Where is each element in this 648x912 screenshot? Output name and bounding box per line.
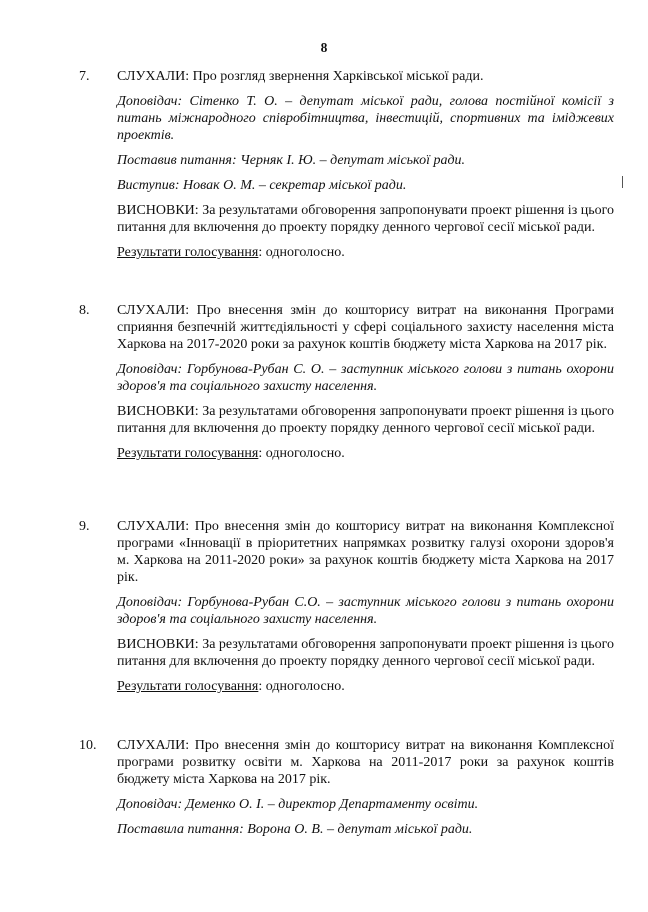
vote-label: Результати голосування (117, 679, 259, 694)
vote-label: Результати голосування (117, 446, 259, 461)
vote-result: : одноголосно. (258, 245, 345, 260)
heard-paragraph: СЛУХАЛИ: Про розгляд звернення Харківської міської ради. (117, 69, 484, 84)
speaker-paragraph: Доповідач: Сітенко Т. О. – депутат міської ради, голова постійної комісії з питань міжнародного співробітництва, інвестицій, спортивних та іміджевих проектів. (117, 94, 614, 143)
heard-paragraph: СЛУХАЛИ: Про внесення змін до кошторису витрат на виконання Комплексної програми розвитку освіти м. Харкова на 2011-2017 роки за рахунок коштів бюджету міста Харкова на 2017 рік. (117, 738, 614, 787)
speaker-paragraph: Доповідач: Деменко О. І. – директор Департаменту освіти. (117, 797, 479, 812)
agenda-item-8 (79, 302, 614, 462)
vote-label: Результати голосування (117, 245, 259, 260)
vote-result: : одноголосно. (258, 679, 345, 694)
raised-by-paragraph: Поставила питання: Ворона О. В. – депутат міської ради. (117, 822, 473, 837)
agenda-item-9 (79, 518, 614, 695)
raised-by-paragraph: Поставив питання: Черняк І. Ю. – депутат міської ради. (117, 153, 466, 168)
conclusions-paragraph: ВИСНОВКИ: За результатами обговорення запропонувати проект рішення із цього питання для включення до проекту порядку денного чергової сесії міської ради. (117, 404, 614, 436)
vote-paragraph (117, 678, 614, 695)
vote-paragraph (117, 445, 614, 462)
margin-mark (622, 176, 623, 188)
conclusions-paragraph: ВИСНОВКИ: За результатами обговорення запропонувати проект рішення із цього питання для включення до проекту порядку денного чергової сесії міської ради. (117, 203, 614, 235)
heard-paragraph: СЛУХАЛИ: Про внесення змін до кошторису витрат на виконання Комплексної програми «Інновації в пріоритетних напрямках розвитку галузі охорони здоров'я м. Харкова на 2011-2020 роки» за рахунок коштів бюджету міста Харкова на 2017 рік. (117, 519, 614, 585)
item-number: 7. (79, 69, 90, 84)
agenda-item-10 (79, 737, 614, 838)
vote-result: : одноголосно. (258, 446, 345, 461)
page-number: 8 (320, 40, 328, 55)
vote-paragraph (117, 244, 614, 261)
item-number: 8. (79, 303, 90, 318)
item-number: 9. (79, 519, 90, 534)
conclusions-paragraph: ВИСНОВКИ: За результатами обговорення запропонувати проект рішення із цього питання для включення до проекту порядку денного чергової сесії міської ради. (117, 637, 614, 669)
speech-paragraph: Виступив: Новак О. М. – секретар міської ради. (117, 178, 407, 193)
speaker-paragraph: Доповідач: Горбунова-Рубан С.О. – заступник міського голови з питань охорони здоров'я та соціального захисту населення. (117, 595, 614, 627)
heard-paragraph: СЛУХАЛИ: Про внесення змін до кошторису витрат на виконання Програми сприяння безпечній життєдіяльності у сфері соціального захисту населення міста Харкова на 2017-2020 роки за рахунок коштів бюджету міста Харкова на 2017 рік. (117, 303, 614, 352)
item-number: 10. (79, 738, 97, 753)
agenda-item-7 (79, 68, 614, 261)
speaker-paragraph: Доповідач: Горбунова-Рубан С. О. – заступник міського голови з питань охорони здоров'я та соціального захисту населення. (117, 362, 614, 394)
